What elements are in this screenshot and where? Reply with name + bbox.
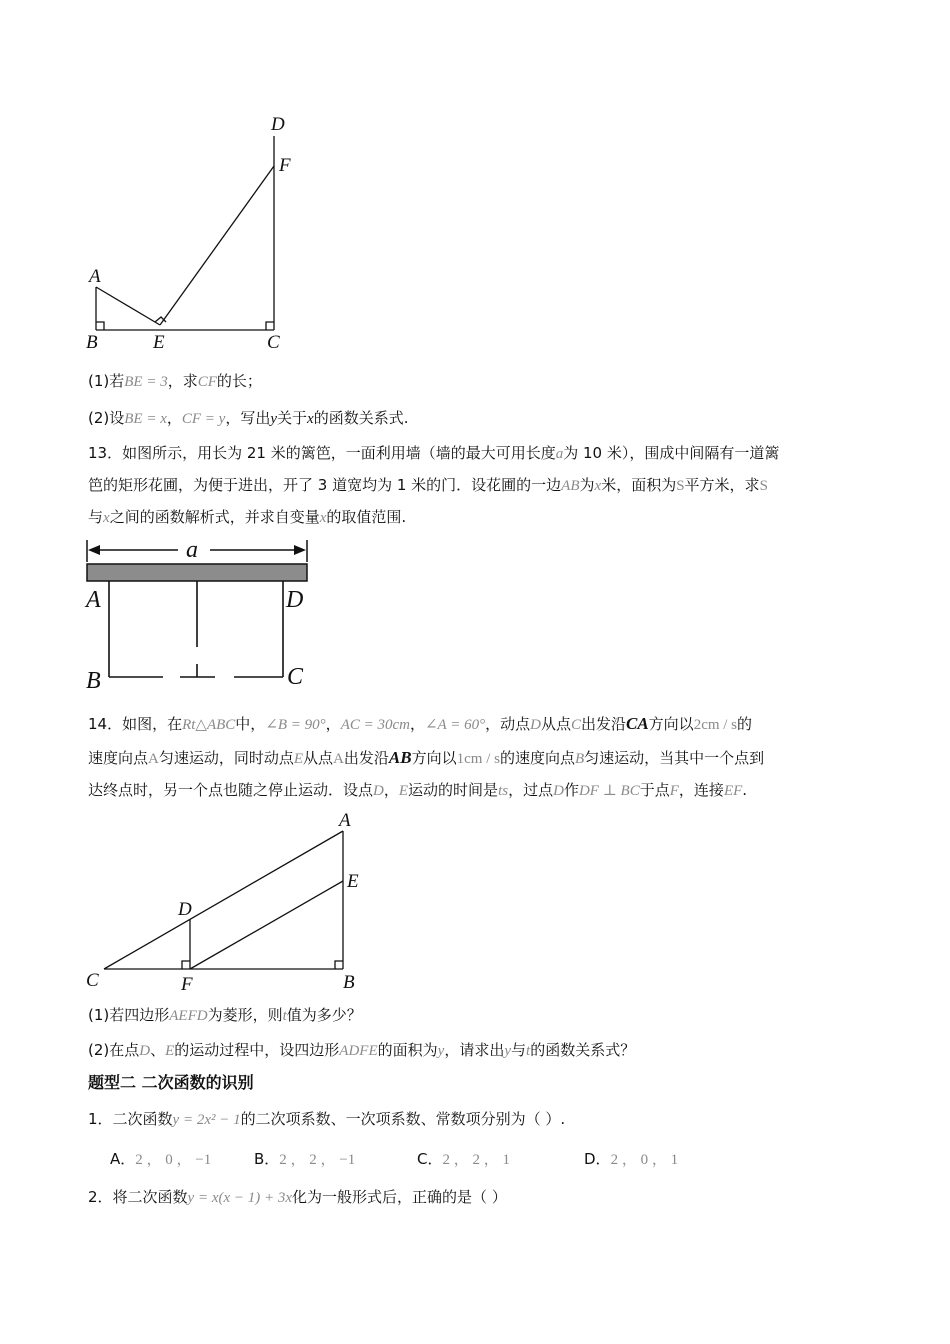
label-b: B [343, 972, 355, 993]
label-e: E [153, 332, 165, 353]
q13-line3: 与x之间的函数解析式，并求自变量x的取值范围. [88, 508, 407, 526]
right-angle-f [182, 961, 190, 969]
label-a: A [86, 587, 101, 613]
section-heading: 题型二 二次函数的识别 [88, 1073, 254, 1092]
q13-line1: 13．如图所示，用长为 21 米的篱笆，一面利用墙（墙的最大可用长度a为 10 米），围成中间隔有一道篱 [88, 444, 780, 462]
label-f: F [181, 974, 193, 995]
s1-question1: 1．二次函数y = 2x² − 1的二次项系数、一次项系数、常数项分别为（ ）. [88, 1110, 566, 1128]
option-d[interactable]: D．2 ， 0 ， 1 [584, 1150, 679, 1168]
option-c[interactable]: C．2 ， 2 ， 1 [417, 1150, 510, 1168]
q14-part1: (1)若四边形AEFD为菱形，则t值为多少？ [88, 1006, 362, 1024]
label-e: E [347, 871, 359, 892]
q14-part2: (2)在点D、E的运动过程中，设四边形ADFE的面积为y，请求出y与t的函数关系式？ [88, 1041, 636, 1059]
segment-ca [104, 831, 343, 969]
label-a: A [339, 810, 351, 831]
right-angle-b [335, 961, 343, 969]
label-a: A [89, 266, 101, 287]
label-wall-a: a [186, 537, 198, 563]
option-b[interactable]: B．2 ， 2 ， −1 [254, 1150, 356, 1168]
label-b: B [86, 332, 98, 353]
label-d: D [271, 114, 285, 135]
q14-line2: 速度向点A匀速运动，同时动点E从点A出发沿AB方向以1cm / s的速度向点B匀速运动，当其中一个点到 [88, 748, 765, 767]
label-d: D [178, 899, 192, 920]
q14-line1: 14．如图，在Rt△ABC中，∠B = 90°，AC = 30cm，∠A = 60°，动点D从点C出发沿CA方向以2cm / s的 [88, 714, 753, 733]
label-c: C [267, 332, 280, 353]
label-b: B [86, 668, 101, 694]
label-c: C [86, 970, 99, 991]
q14-line3: 达终点时，另一个点也随之停止运动．设点D，E运动的时间是ts，过点D作DF ⊥ BC于点F，连接EF. [88, 781, 748, 799]
q12-part2: (2)设BE = x，CF = y，写出y关于x的函数关系式. [88, 409, 409, 427]
label-d: D [286, 587, 304, 613]
q13-line2: 笆的矩形花圃，为便于进出，开了 3 道宽均为 1 米的门．设花圃的一边AB为x米，面积为S平方米，求S [88, 476, 768, 494]
q12-part1: (1)若BE = 3，求CF的长； [88, 372, 262, 390]
option-a[interactable]: A．2 ， 0 ， −1 [110, 1150, 212, 1168]
label-f: F [279, 155, 291, 176]
s1-question2: 2．将二次函数y = x(x − 1) + 3x化为一般形式后，正确的是（ ） [88, 1188, 507, 1206]
label-c: C [287, 664, 304, 690]
segment-fe [190, 881, 343, 969]
